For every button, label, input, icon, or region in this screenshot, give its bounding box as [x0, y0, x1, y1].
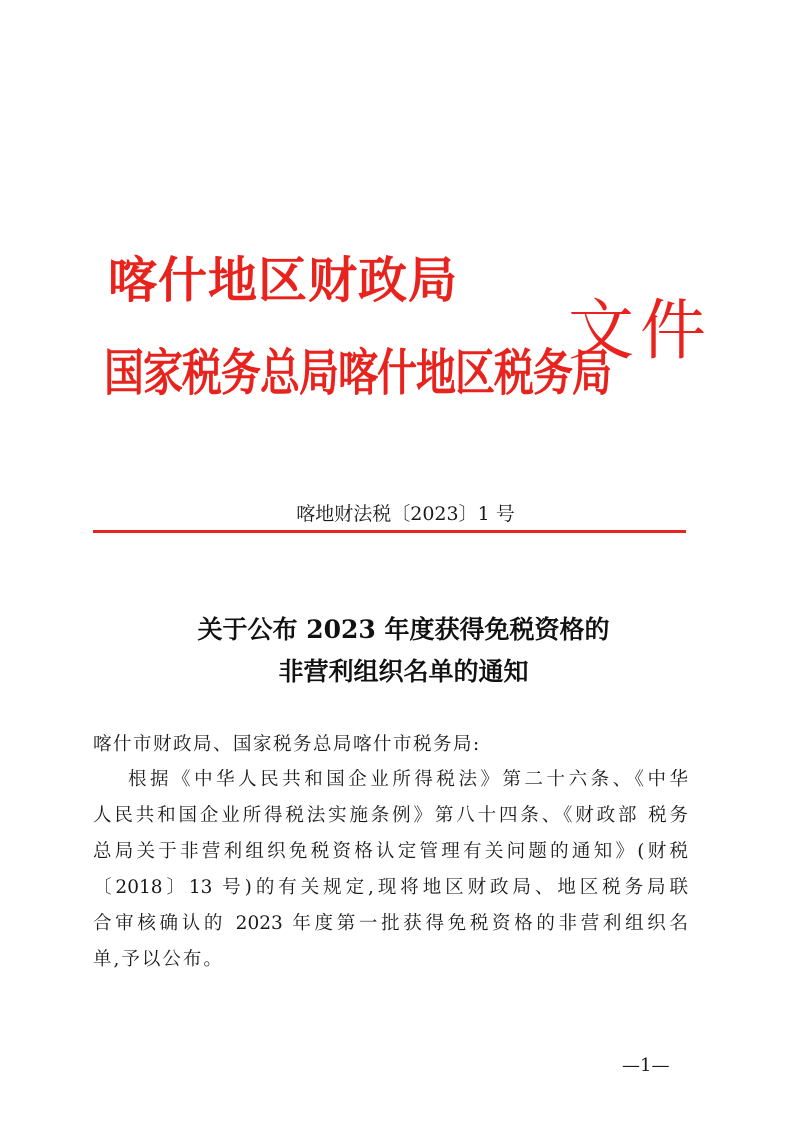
issuer-line-2: 国家税务总局喀什地区税务局	[104, 344, 611, 403]
body-line-3: 总局关于非营利组织免税资格认定管理有关问题的通知》(财税	[93, 841, 688, 862]
body-line-2: 人民共和国企业所得税法实施条例》第八十四条、《财政部 税务	[93, 805, 688, 826]
document-word: 文件	[568, 292, 712, 369]
body-line-1: 根据《中华人民共和国企业所得税法》第二十六条、《中华	[128, 769, 688, 790]
title-line-1: 关于公布 2023 年度获得免税资格的	[197, 615, 610, 644]
addressee: 喀什市财政局、国家税务总局喀什市税务局:	[93, 734, 481, 755]
title-line-2: 非营利组织名单的通知	[278, 657, 529, 686]
document-number: 喀地财法税〔2023〕1 号	[296, 503, 515, 525]
page-number: —1—	[622, 1055, 670, 1076]
body-line-5: 合审核确认的 2023 年度第一批获得免税资格的非营利组织名	[93, 913, 688, 934]
body-line-6: 单,予以公布。	[93, 949, 224, 970]
red-divider	[93, 530, 686, 533]
issuer-line-1: 喀什地区财政局	[108, 252, 459, 309]
body-line-4: 〔2018〕13 号)的有关规定,现将地区财政局、地区税务局联	[93, 877, 688, 898]
